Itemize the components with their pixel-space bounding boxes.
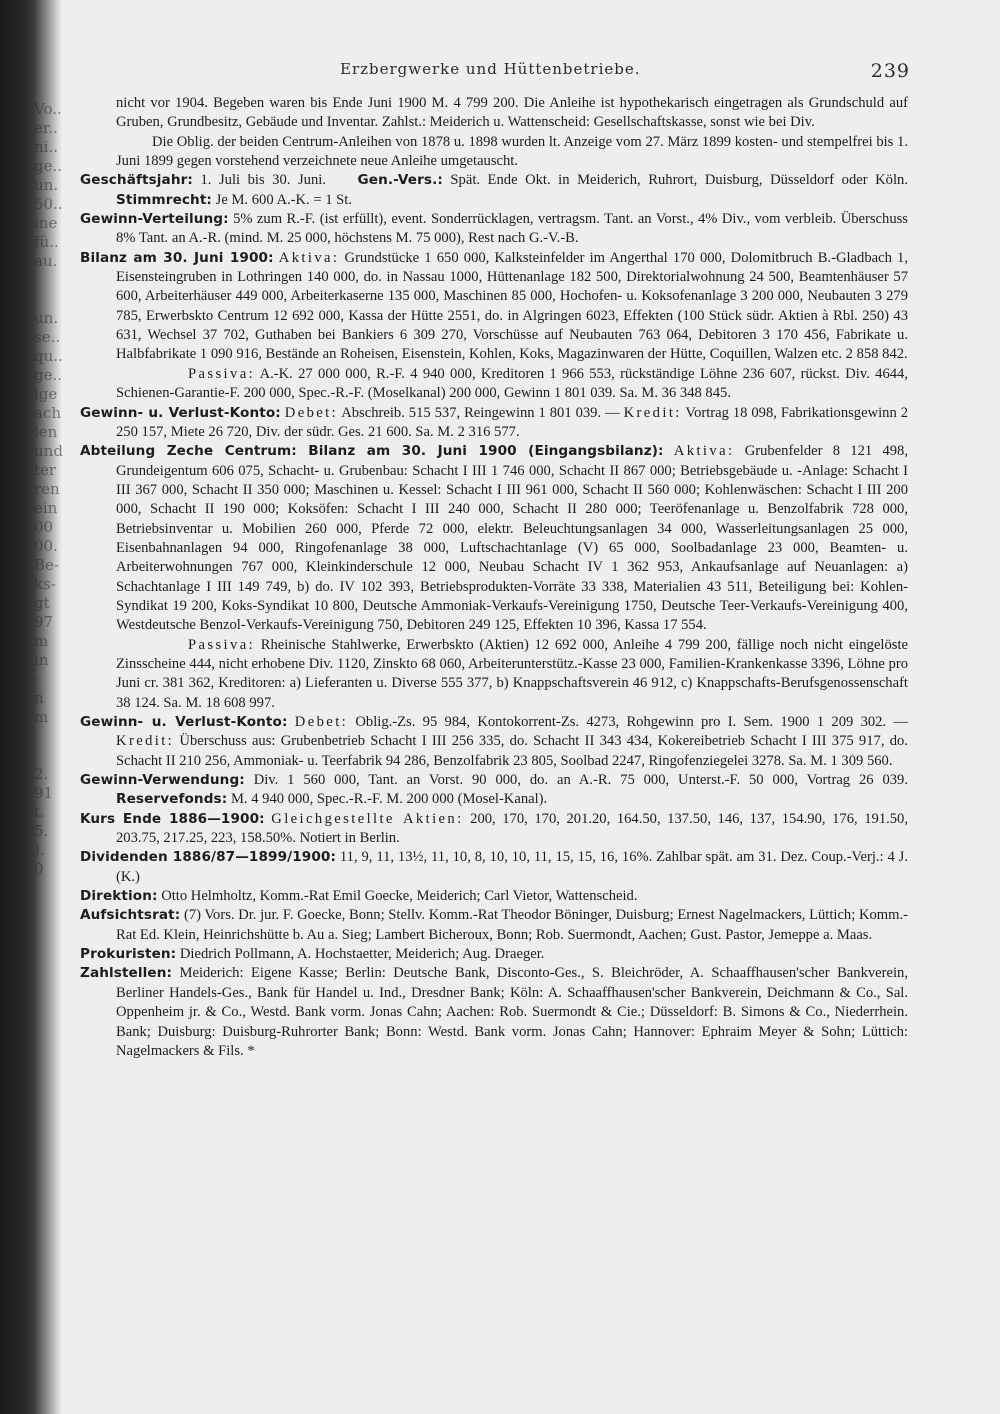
debit-label: Debet: — [294, 714, 349, 730]
margin-fragment: un. — [34, 309, 59, 327]
assets-text: Grundstücke 1 650 000, Kalksteinfelder im Angerthal 170 000, Dolomitbruch B.-Gladbach 1, Eisensteingruben in Lothringen 140 000, do. in Nassau 1000, Hüttenanlage 182 500, Direktorialwohnung 24 500, Beamtenhäuser 57 600, Arbeiterhäuser 449 000, Arbeiterkaserne 135 000, Maschinen 85 000, Hochofen- u. Koksofenanlage 3 200 000, Neubauten 3 279 785, Erwerbskto Centrum 12 692 000, Kassa der Hütte 2551, do. in Algringen 6023, Effekten (100 Stück südr. Aktien à Rbl. 250) 43 631, Wechsel 37 702, Guthaben bei Bankiers 6 309 270, Vorschüsse auf Neubauten 763 064, Debitoren 3 170 456, Fabrikate u. Halbfabrikate 1 090 916, Bestände an Roheisen, Eisenstein, Kohlen, Koks, Magazinwaren der Hütte, Coquillen, Walzen etc. 2 858 842. — [116, 249, 908, 363]
voting-right-text: Je M. 600 A.-K. = 1 St. — [215, 191, 352, 208]
general-meeting-text: Spät. Ende Okt. in Meiderich, Ruhrort, Duisburg, Düsseldorf oder Köln. — [450, 172, 908, 189]
margin-fragment: Be- — [34, 556, 59, 574]
margin-fragment: 2. — [34, 765, 49, 783]
credit-text: Überschuss aus: Grubenbetrieb Schacht I III 256 335, do. Schacht II 343 434, Kokereibetrieb Schacht I III 375 917, do. Schacht II 210 256, Ammoniak- u. Teerfabrik 94 286, Benzolfabrik 23 805, Soolbad 2247, Ringofenziegelei 3278. Sa. M. 1 309 560. — [116, 733, 908, 769]
margin-fragment — [34, 746, 70, 765]
page-number: 239 — [870, 60, 910, 82]
reserve-fund-label: Reservefonds: — [116, 791, 228, 808]
margin-fragment: ach — [34, 404, 62, 422]
voting-right-label: Stimmrecht: — [116, 191, 212, 208]
loan-continuation-paragraph — [80, 94, 908, 133]
reserve-fund-text: M. 4 940 000, Spec.-R.-F. M. 200 000 (Mosel-Kanal). — [230, 791, 548, 808]
fiscal-year-label: Geschäftsjahr: — [80, 172, 193, 189]
fiscal-year-text: 1. Juli bis 30. Juni. — [200, 172, 326, 189]
liabilities-text: Rheinische Stahlwerke, Erwerbskto (Aktien) 12 692 000, Anleihe 4 799 200, fällige noch nicht eingelöste Zinsscheine 444, nicht erhobene Div. 1120, Zinskto 68 060, Arbeiterunterstütz.-Kasse 23 000, Familien-Krankenkasse 3396, Löhne pro Juni cr. 381 362, Kreditoren: a) Lieferanten u. Diverse 555 377, b) Knappschaftsverein 46 912, c) Knappschafts-Berufsgenossenschaft 38 124. Sa. M. 18 608 997. — [116, 636, 908, 711]
profit-distribution-label: Gewinn-Verteilung: — [80, 211, 229, 228]
margin-fragment: Vo.. — [34, 100, 62, 118]
running-header — [340, 60, 910, 82]
profit-allocation-text: Div. 1 560 000, Tant. an Vorst. 90 000, do. an A.-R. 75 000, Unterst.-F. 50 000, Vortrag 26 039. — [253, 772, 908, 789]
running-header-title: Erzbergwerke und Hüttenbetriebe. — [340, 60, 641, 78]
supervisory-board-entry — [80, 906, 908, 945]
share-price-text: 200, 170, 170, 201.20, 164.50, 137.50, 146, 137, 154.90, 176, 191.50, 203.75, 217.25, 223, 158.50%. Notiert in Berlin. — [116, 810, 909, 847]
paragraph-text: Die Oblig. der beiden Centrum-Anleihen von 1878 u. 1898 wurden lt. Anzeige vom 27. März 1899 kosten- und stempelfrei bis 1. Juni 1899 gegen vorstehend verzeichnete neue Anleihe umgetauscht. — [116, 133, 908, 170]
margin-fragment: qu.. — [34, 347, 63, 365]
margin-fragment: ine — [34, 214, 58, 232]
debit-text: Oblig.-Zs. 95 984, Kontokorrent-Zs. 4273, Rohgewinn pro I. Sem. 1900 1 209 302. — — [355, 714, 908, 730]
credit-text: Vortrag 18 098, Fabrikationsgewinn 2 250 157, Miete 26 720, Div. der südr. Ges. 21 600. Sa. M. 2 316 577. — [116, 404, 908, 440]
authorized-signatories-label: Prokuristen: — [80, 946, 177, 963]
share-price-label: Kurs Ende 1886—1900: — [80, 810, 265, 827]
management-entry — [80, 887, 908, 906]
liabilities-paragraph — [80, 365, 908, 404]
general-meeting-label: Gen.-Vers.: — [357, 172, 443, 189]
debit-label: Debet: — [284, 404, 339, 421]
margin-fragment: ter — [34, 461, 57, 479]
margin-fragment — [34, 727, 70, 746]
profit-loss-entry — [80, 404, 908, 443]
management-label: Direktion: — [80, 888, 158, 905]
margin-fragment: m — [34, 708, 49, 726]
authorized-signatories-entry — [80, 945, 908, 964]
margin-fragment: 5. — [34, 822, 49, 840]
profit-distribution-text: 5% zum R.-F. (ist erfüllt), event. Sonderrücklagen, vertragsm. Tant. an Vorst., 4% Div., vom verbleib. Überschuss 8% Tant. an A.-R. (mind. M. 25 000, höchstens M. 75 000), Rest nach G.-V.-B. — [116, 211, 908, 247]
share-price-entry — [80, 810, 908, 849]
margin-fragment: ni.. — [34, 138, 58, 156]
liabilities-label: Passiva: — [188, 365, 256, 382]
margin-fragment: se.. — [34, 328, 61, 346]
margin-fragment: 00. — [34, 537, 58, 555]
dividends-text: 11, 9, 11, 13½, 11, 10, 8, 10, 10, 11, 15, 15, 16, 16%. Zahlbar spät. am 31. Dez. Coup.-Verj.: 4 J. (K.) — [116, 849, 908, 885]
margin-fragment: n — [34, 689, 44, 707]
assets-label: Aktiva: — [673, 443, 735, 460]
margin-fragment: len — [34, 423, 58, 441]
liabilities-label: Passiva: — [188, 636, 256, 653]
margin-fragment: un. — [34, 176, 59, 194]
paying-agents-text: Meiderich: Eigene Kasse; Berlin: Deutsche Bank, Disconto-Ges., S. Bleichröder, A. Schaaffhausen'scher Bankverein, Berliner Handels-Ges., Bank für Handel u. Ind., Dresdner Bank; Köln: A. Schaaffhausen'scher Bankverein, Deichmann & Co., Sal. Oppenheim jr. & Co., Westd. Bank vorm. Jonas Cahn; Aachen: Rob. Suermondt & Cie.; Düsseldorf: B. Simons & Co., Niederrhein. Bank; Duisburg: Duisburg-Ruhrorter Bank; Bonn: Westd. Bank vorm. Jonas Cahn; Hannover: Ephraim Meyer & Sohn; Lüttich: Nagelmackers & Fils. * — [116, 965, 908, 1059]
balance-sheet-entry — [80, 249, 908, 365]
supervisory-board-label: Aufsichtsrat: — [80, 907, 181, 924]
margin-fragment — [34, 290, 70, 309]
margin-fragment: t. — [34, 803, 45, 821]
margin-fragment: 0 — [34, 860, 44, 878]
margin-fragment: ige — [34, 385, 58, 403]
margin-fragment: 50.. — [34, 195, 63, 213]
dividends-entry — [80, 848, 908, 887]
margin-fragment: 00 — [34, 518, 54, 536]
profit-loss-label: Gewinn- u. Verlust-Konto: — [80, 714, 288, 730]
debit-text: Abschreib. 515 537, Reingewinn 1 801 039. — — [341, 404, 620, 421]
centrum-balance-label: Abteilung Zeche Centrum: Bilanz am 30. Juni 1900 (Eingangsbilanz): — [80, 443, 664, 460]
credit-label: Kredit: — [116, 733, 175, 750]
margin-fragment: ). — [34, 841, 45, 859]
margin-fragment: ren — [34, 480, 60, 498]
dividends-label: Dividenden 1886/87—1899/1900: — [80, 849, 336, 866]
management-text: Otto Helmholtz, Komm.-Rat Emil Goecke, Meiderich; Carl Vietor, Wattenscheid. — [161, 888, 638, 905]
margin-fragment: ge.. — [34, 157, 63, 175]
bond-exchange-paragraph — [80, 133, 908, 172]
margin-fragment: und — [34, 442, 63, 460]
assets-label: Aktiva: — [278, 249, 340, 266]
margin-fragment: ks- — [34, 575, 56, 593]
profit-allocation-label: Gewinn-Verwendung: — [80, 772, 245, 789]
margin-fragment: er.. — [34, 119, 58, 137]
margin-fragment: fü.. — [34, 233, 59, 251]
page-body — [80, 94, 908, 1061]
margin-fragment: m — [34, 632, 49, 650]
liabilities-text: A.-K. 27 000 000, R.-F. 4 940 000, Kreditoren 1 966 553, rückständige Löhne 236 607, rückst. Div. 4644, Schienen-Garantie-F. 200 000, Spec.-R.-F. (Moselkanal) 200 000, Gewinn 1 801 039. Sa. M. 36 348 845. — [116, 365, 909, 402]
previous-page-margin-fragments — [34, 100, 70, 879]
margin-fragment: gt — [34, 594, 50, 612]
centrum-balance-entry — [80, 442, 908, 635]
paying-agents-entry — [80, 964, 908, 1061]
profit-loss-label: Gewinn- u. Verlust-Konto: — [80, 404, 281, 421]
margin-fragment: 97 — [34, 613, 54, 631]
paying-agents-label: Zahlstellen: — [80, 965, 173, 982]
balance-sheet-label: Bilanz am 30. Juni 1900: — [80, 249, 274, 266]
shares-label: Gleichgestellte Aktien: — [271, 810, 464, 827]
profit-allocation-entry — [80, 771, 908, 810]
margin-fragment: - — [34, 670, 40, 688]
margin-fragment — [34, 271, 70, 290]
centrum-profit-loss-entry — [80, 713, 908, 771]
assets-text: Grubenfelder 8 121 498, Grundeigentum 606 075, Schacht- u. Grubenbau: Schacht I III 1 746 000, Schacht II 867 000; Betriebsgebäude u. -Anlage: Schacht I III 367 000, Schacht II 350 000; Maschinen u. Kessel: Schacht I III 961 000, Schacht II 560 000; Kohlenwäschen: Schacht I III 200 000, Schacht II 190 000; Koksöfen: Schacht I III 240 000, Schacht II 280 000; Teeröfenanlage u. Benzolfabrik 728 000, Betriebsinventar u. Mobilien 260 000, Pferde 72 000, elektr. Beleuchtungsanlagen 34 000, Wasserleitungsanlagen 25 000, Eisenbahnanlagen 94 000, Ringofenanlage 38 000, Luftschachtanlage (V) 65 000, Soolbadanlage 23 000, Beamten- u. Arbeiterwohnungen 767 000, Kleinkinderschule 12 000, Neubau Schacht IV 1 362 953, Ankaufsanlage auf Neuanlagen: a) Schachtanlage I III 149 749, b) do. IV 102 393, Betriebsprodukten-Vorräte 33 338, Materialien 43 511, Beteiligung bei: Kohlen-Syndikat 19 200, Koks-Syndikat 10 800, Deutsche Ammoniak-Verkaufs-Vereinigung 1750, Deutsche Teer-Verkaufs-Vereinigung 400, Westdeutsche Benzol-Verkaufs-Vereinigung 750, Debitoren 249 125, Effekten 10 396, Kassa 17 554. — [116, 443, 908, 634]
margin-fragment: ein — [34, 499, 58, 517]
profit-distribution-entry — [80, 210, 908, 249]
fiscal-year-entry — [80, 171, 908, 210]
paragraph-text: nicht vor 1904. Begeben waren bis Ende Juni 1900 M. 4 799 200. Die Anleihe ist hypothekarisch eingetragen als Grundschuld auf Gruben, Grundbesitz, Gebäude und Inventar. Zahlst.: Meiderich u. Wattenscheid: Gesellschaftskasse, sonst wie bei Div. — [116, 95, 908, 131]
centrum-liabilities-paragraph — [80, 636, 908, 713]
credit-label: Kredit: — [623, 404, 682, 421]
margin-fragment: 91 — [34, 784, 54, 802]
margin-fragment: in — [34, 651, 49, 669]
supervisory-board-text: (7) Vors. Dr. jur. F. Goecke, Bonn; Stellv. Komm.-Rat Theodor Böninger, Duisburg; Ernest Nagelmackers, Lüttich; Komm.-Rat Ed. Klein, Heinrichshütte b. Au a. Sieg; Lambert Bicheroux, Bonn; Rob. Suermondt, Aachen; Gust. Pastor, Jemeppe a. Maas. — [116, 907, 908, 943]
authorized-signatories-text: Diedrich Pollmann, A. Hochstaetter, Meiderich; Aug. Draeger. — [179, 946, 545, 963]
margin-fragment: ge.. — [34, 366, 63, 384]
margin-fragment: au. — [34, 252, 58, 270]
